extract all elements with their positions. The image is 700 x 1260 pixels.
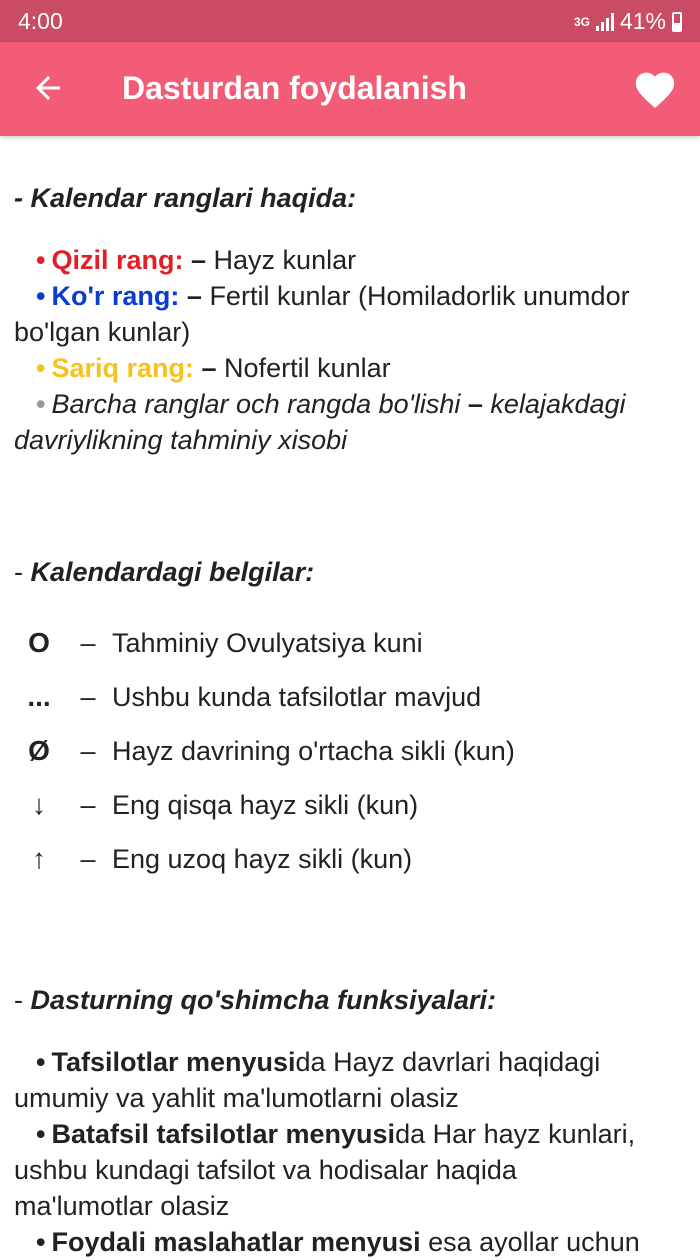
list-item-continuation: bo'lgan kunlar): [14, 317, 191, 347]
app-bar: [0, 42, 700, 136]
ovulation-symbol: O: [28, 627, 50, 658]
average-cycle-symbol: Ø: [28, 735, 50, 766]
network-3g-icon: 3G: [573, 14, 590, 29]
page-title: Dasturdan foydalanish: [122, 70, 467, 106]
list-item: • Foydali maslahatlar menyusi esa ayollar uchun: [36, 1227, 640, 1257]
features-list: [14, 1044, 690, 1260]
list-item: • Barcha ranglar och rangda bo'lishi – kelajakdagi: [36, 389, 626, 419]
list-item: • Sariq rang: – Nofertil kunlar: [36, 353, 391, 383]
heart-icon[interactable]: [632, 66, 678, 110]
section-heading-colors: - Kalendar ranglari haqida:: [14, 183, 357, 213]
status-time: 4:00: [18, 8, 63, 34]
list-item-continuation: davriylikning tahminiy xisobi: [14, 425, 348, 455]
battery-icon: [672, 12, 682, 32]
list-item-continuation: umumiy va yahlit ma'lumotlarni olasiz: [14, 1083, 459, 1113]
list-item: • Ko'r rang: – Fertil kunlar (Homiladorlik unumdor: [36, 281, 630, 311]
arrow-left-icon[interactable]: [30, 70, 66, 106]
list-item: • Tafsilotlar menyusida Hayz davrlari haqidagi: [36, 1047, 601, 1077]
list-item-continuation: ushbu kundagi tafsilot va hodisalar haqida: [14, 1155, 517, 1185]
symbol-row: ↓ – Eng qisqa hayz sikli (kun): [14, 778, 690, 832]
section-heading-symbols: - Kalendardagi belgilar:: [14, 557, 315, 587]
status-icons: [574, 8, 682, 35]
battery-percent: 41%: [619, 8, 666, 34]
symbol-row: O – Tahminiy Ovulyatsiya kuni: [14, 616, 690, 670]
section-heading-features: - Dasturning qo'shimcha funksiyalari:: [14, 985, 497, 1015]
arrow-up-icon: ↑: [32, 843, 46, 874]
symbol-row: ↑ – Eng uzoq hayz sikli (kun): [14, 832, 690, 886]
details-symbol: ...: [27, 681, 51, 712]
help-content: [14, 180, 690, 1260]
symbol-legend-list: [14, 616, 690, 886]
arrow-down-icon: ↓: [32, 789, 46, 820]
list-item: • Batafsil tafsilotlar menyusida Har hayz kunlari,: [36, 1119, 636, 1149]
color-legend-list: [14, 242, 690, 458]
list-item-continuation: ma'lumotlar olasiz: [14, 1191, 230, 1221]
list-item: • Qizil rang: – Hayz kunlar: [36, 245, 357, 275]
symbol-row: Ø – Hayz davrining o'rtacha sikli (kun): [14, 724, 690, 778]
status-bar: [0, 0, 700, 42]
symbol-row: ... – Ushbu kunda tafsilotlar mavjud: [14, 670, 690, 724]
signal-icon: [596, 13, 614, 31]
